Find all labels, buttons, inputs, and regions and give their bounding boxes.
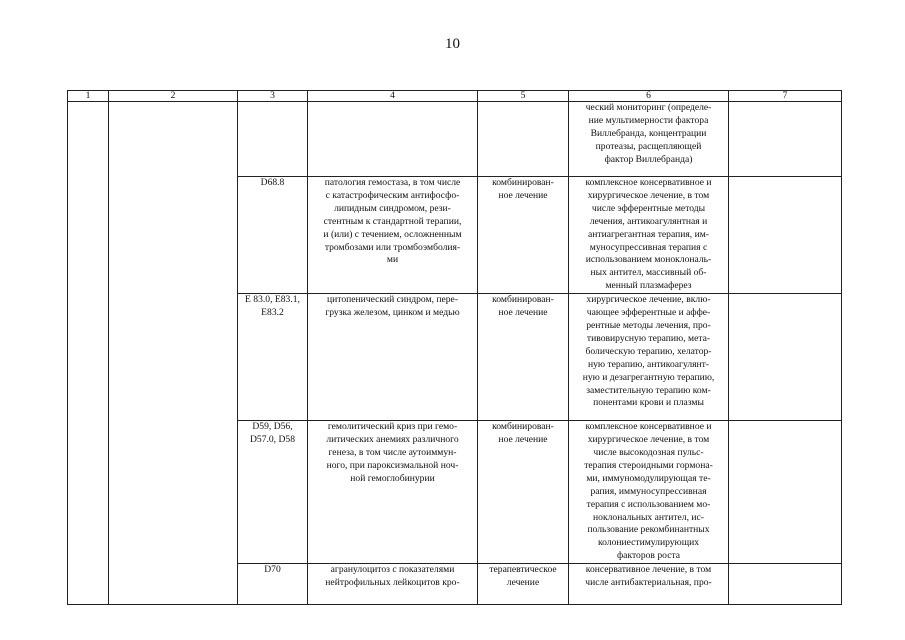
column-number-row — [68, 91, 842, 102]
text-line: гемолитический криз при гемо- — [327, 421, 458, 433]
text-line: пользование рекомбинантных — [587, 524, 710, 536]
method-cell — [569, 177, 729, 294]
condition-cell — [308, 294, 478, 421]
text-line: ноклональных антител, ис- — [593, 511, 704, 523]
text-line: липидным синдромом, рези- — [334, 202, 451, 214]
text-line: комбинирован- — [492, 177, 554, 188]
text-line: тромбозами или тромбоэмболия- — [324, 241, 461, 253]
text-line: нейтрофильных лейкоцитов кро- — [325, 577, 460, 589]
text-line: заместительную терапию ком- — [586, 384, 711, 396]
text-line: E 83.0, E83.1, — [245, 294, 300, 306]
text-line: колониестимулирующих — [597, 537, 700, 549]
medical-care-table — [67, 90, 842, 605]
text-line: числе антибактериальная, про- — [585, 577, 712, 589]
treatment-type-cell — [478, 294, 569, 421]
text-line: понентами крови и плазмы — [593, 397, 704, 409]
text-line: терапевтическое — [489, 564, 557, 576]
treatment-type-cell — [478, 102, 569, 177]
text-line: ную и дезагрегантную терапию, — [582, 371, 715, 383]
treatment-type-cell — [478, 564, 569, 605]
text-line: E83.2 — [261, 307, 284, 319]
column-header: 1 — [68, 91, 109, 102]
text-line: лечения, антикоагулянтная и — [589, 215, 708, 227]
text-line: ную терапию, антикоагулянт- — [587, 358, 710, 370]
text-line: хирургическое лечение, в том — [587, 189, 710, 201]
text-line: и (или) с течением, осложненным — [323, 228, 462, 240]
text-line: ное лечение — [498, 434, 548, 446]
text-line: цитопенический синдром, пере- — [326, 294, 459, 306]
method-cell — [569, 564, 729, 605]
text-line: хирургическое лечение, вклю- — [586, 294, 711, 306]
text-line: фактор Виллебранда) — [604, 153, 693, 165]
column-header: 3 — [238, 91, 308, 102]
column-header: 5 — [478, 91, 569, 102]
text-line: протеазы, расщепляющей — [595, 140, 702, 152]
col7-cell — [729, 421, 842, 564]
text-line: ческий мониторинг (определе- — [585, 102, 712, 113]
text-line: использованием моноклональ- — [585, 254, 712, 266]
text-line: хирургическое лечение, в том — [587, 434, 710, 446]
text-line: комбинирован- — [492, 421, 554, 433]
treatment-type-cell — [478, 421, 569, 564]
text-line: рентные методы лечения, про- — [586, 319, 711, 331]
text-line: рапия, иммуносупрессивная — [590, 485, 707, 497]
text-line: терапия стероидными гормона- — [584, 459, 713, 471]
code-cell — [238, 421, 308, 564]
method-cell — [569, 294, 729, 421]
text-line: с катастрофическим антифосфо- — [325, 189, 460, 201]
col7-cell — [729, 177, 842, 294]
code-cell — [238, 294, 308, 421]
method-cell — [569, 421, 729, 564]
code-cell — [238, 564, 308, 605]
text-line: патология гемостаза, в том числе — [324, 177, 461, 188]
column-header: 7 — [729, 91, 842, 102]
col7-cell — [729, 564, 842, 605]
text-line: ное лечение — [498, 189, 548, 201]
text-line: тивовирусную терапию, мета- — [586, 332, 711, 344]
text-line: антиагрегантная терапия, им- — [588, 228, 709, 240]
text-line: числе эфферентные методы — [591, 202, 706, 214]
text-line: ных антител, массивный об- — [590, 267, 707, 279]
text-line: генеза, в том числе аутоиммун- — [328, 446, 457, 458]
code-cell — [238, 102, 308, 177]
text-line: стентным к стандартной терапии, — [323, 215, 462, 227]
code-cell — [238, 177, 308, 294]
condition-cell — [308, 177, 478, 294]
column-header: 2 — [109, 91, 238, 102]
text-line: ми, иммуномодулирующая те- — [586, 472, 711, 484]
text-line: агранулоцитоз с показателями — [330, 564, 455, 576]
text-line: болическую терапию, хелатор- — [585, 345, 712, 357]
text-line: литических анемиях различного — [326, 434, 459, 446]
text-line: комплексное консервативное и — [585, 177, 712, 188]
text-line: ми — [386, 254, 399, 266]
text-line: терапия с использованием мо- — [586, 498, 711, 510]
text-line: менный плазмаферез — [605, 280, 692, 292]
method-cell — [569, 102, 729, 177]
col2-cell — [109, 102, 238, 605]
text-line: D68.8 — [260, 177, 285, 188]
condition-cell — [308, 102, 478, 177]
table-row — [68, 102, 842, 177]
page-number: 10 — [445, 36, 460, 52]
text-line: числе высокодозная пульс- — [593, 446, 704, 458]
col7-cell — [729, 294, 842, 421]
text-line: чающее эфферентные и аффе- — [586, 307, 711, 319]
text-line: грузка железом, цинком и медью — [325, 307, 460, 319]
text-line: D57.0, D58 — [249, 434, 296, 446]
text-line: Виллебранда, концентрации — [590, 127, 707, 139]
text-line: лечение — [506, 577, 540, 589]
text-line: ние мультимерности фактора — [588, 114, 709, 126]
text-line: ное лечение — [498, 307, 548, 319]
col7-cell — [729, 102, 842, 177]
col1-cell — [68, 102, 109, 605]
text-line: комбинирован- — [492, 294, 554, 306]
text-line: D70 — [264, 564, 281, 576]
condition-cell — [308, 564, 478, 605]
text-line: муносупрессивная терапия с — [589, 241, 708, 253]
column-header: 6 — [569, 91, 729, 102]
text-line: комплексное консервативное и — [585, 421, 712, 433]
column-header: 4 — [308, 91, 478, 102]
treatment-type-cell — [478, 177, 569, 294]
text-line: ной гемоглобинурии — [350, 472, 435, 484]
text-line: факторов роста — [616, 550, 681, 562]
text-line: консервативное лечение, в том — [585, 564, 712, 576]
text-line: ного, при пароксизмальной ноч- — [326, 459, 459, 471]
text-line: D59, D56, — [252, 421, 293, 433]
condition-cell — [308, 421, 478, 564]
